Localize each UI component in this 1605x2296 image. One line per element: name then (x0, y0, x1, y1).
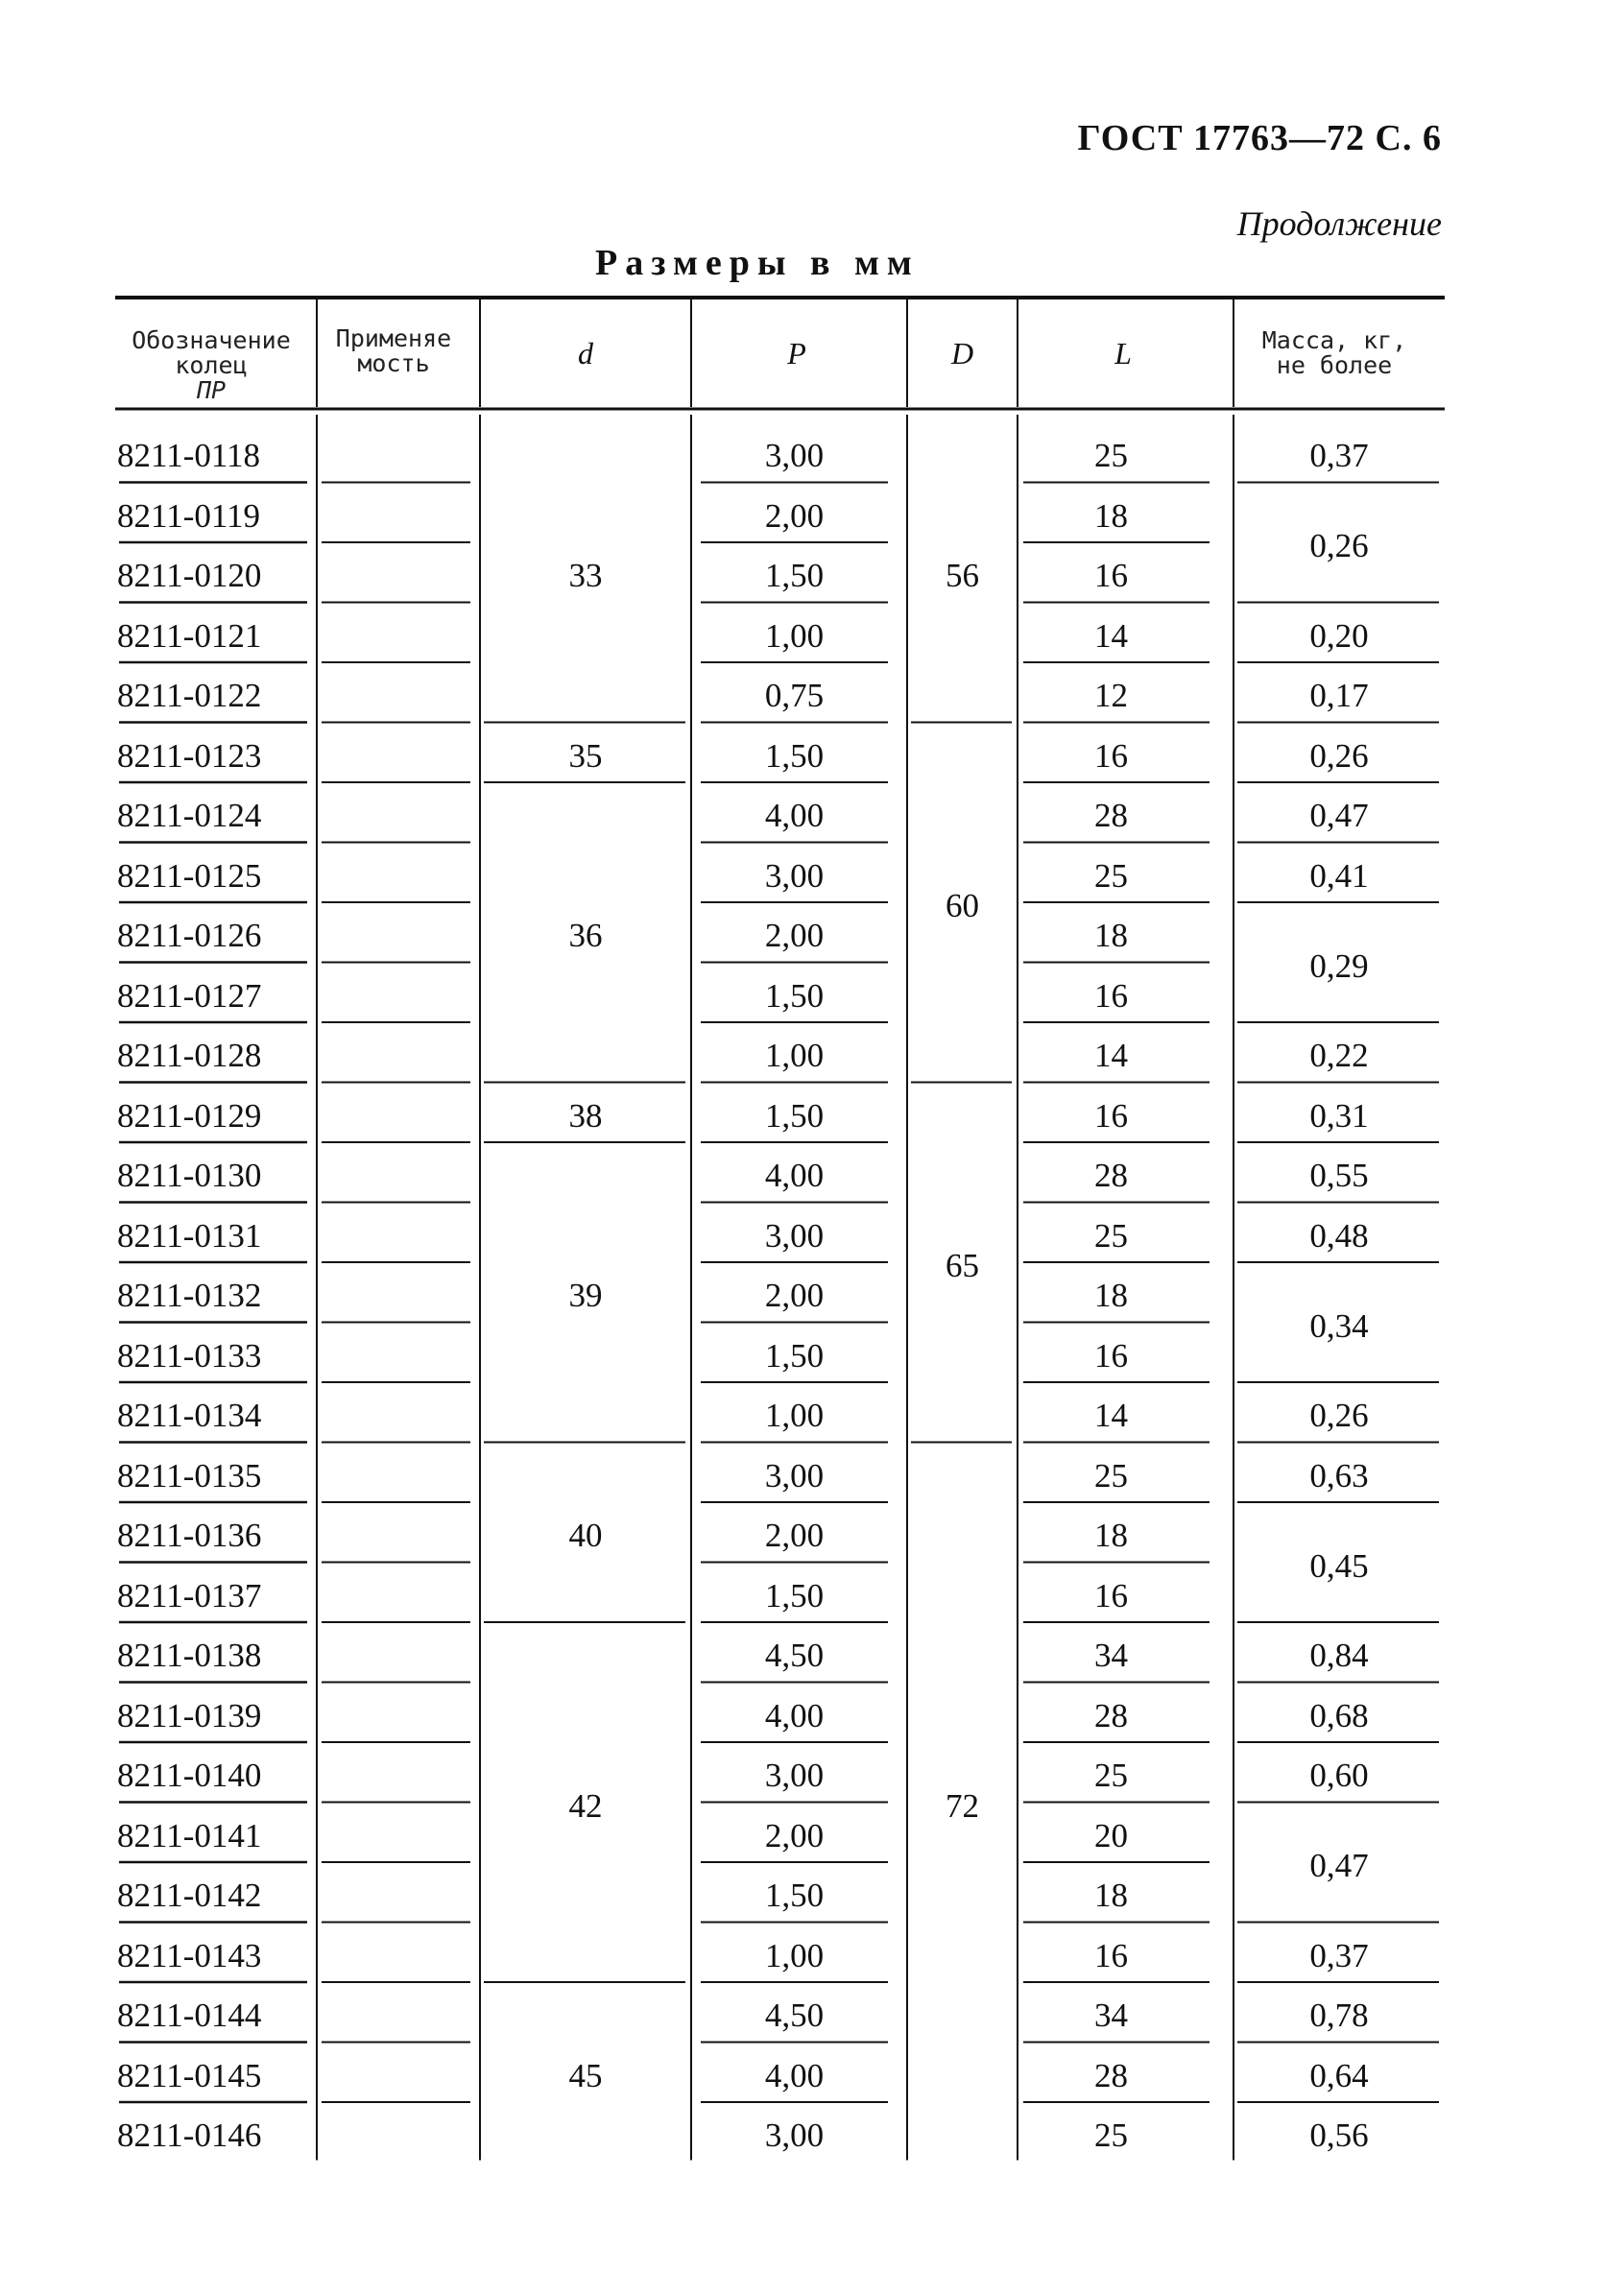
thread-d-value: 40 (568, 1517, 603, 1555)
header-applicability (317, 326, 470, 376)
ring-code: 8211-0137 (117, 1576, 262, 1614)
pitch-value: 3,00 (764, 1456, 825, 1495)
continuation-label: Продолжение (1236, 204, 1442, 243)
ring-code: 8211-0132 (117, 1277, 262, 1315)
header-mass (1234, 328, 1435, 378)
length-value: 34 (1094, 1637, 1128, 1675)
pitch-value: 3,00 (764, 856, 825, 895)
header-mass-line2: не более (1276, 351, 1393, 379)
length-value: 16 (1094, 1336, 1128, 1375)
ring-code: 8211-0143 (117, 1936, 262, 1974)
ring-code: 8211-0146 (117, 2117, 262, 2155)
length-value: 25 (1094, 1216, 1128, 1255)
length-value: 18 (1094, 1517, 1128, 1555)
mass-value: 0,47 (1309, 1847, 1369, 1884)
mass-value: 0,47 (1309, 797, 1369, 835)
ring-code: 8211-0145 (117, 2056, 262, 2094)
ring-code: 8211-0144 (117, 1997, 262, 2035)
header-applicability-line1: Применяе (335, 324, 452, 352)
mass-value: 0,68 (1309, 1696, 1369, 1734)
length-value: 25 (1094, 437, 1128, 475)
mass-value: 0,34 (1309, 1306, 1369, 1345)
mass-value: 0,37 (1309, 437, 1369, 475)
pitch-value: 2,00 (764, 496, 825, 535)
length-value: 16 (1094, 1576, 1128, 1614)
mass-value: 0,48 (1309, 1216, 1369, 1255)
thread-d-value: 38 (568, 1096, 603, 1135)
ring-code: 8211-0142 (117, 1877, 262, 1915)
ring-code: 8211-0125 (117, 856, 262, 895)
header-big-d: D (950, 336, 974, 371)
ring-code: 8211-0139 (117, 1696, 262, 1734)
pitch-value: 1,00 (764, 1397, 825, 1435)
length-value: 16 (1094, 976, 1128, 1015)
mass-value: 0,29 (1309, 946, 1369, 985)
outer-d-value: 56 (946, 557, 979, 595)
mass-value: 0,41 (1309, 856, 1369, 895)
mass-value: 0,63 (1309, 1456, 1369, 1495)
pitch-value: 1,50 (764, 1576, 825, 1614)
length-value: 16 (1094, 557, 1128, 595)
mass-value: 0,64 (1309, 2056, 1369, 2094)
pitch-value: 2,00 (764, 1816, 825, 1854)
pitch-value: 4,00 (764, 797, 825, 835)
pitch-value: 2,00 (764, 917, 825, 955)
ring-code: 8211-0141 (117, 1816, 262, 1854)
length-value: 25 (1094, 1757, 1128, 1795)
ring-code: 8211-0122 (117, 677, 262, 715)
units-caption: Размеры в мм (595, 243, 920, 283)
mass-value: 0,78 (1309, 1997, 1369, 2035)
pitch-value: 4,50 (764, 1637, 825, 1675)
outer-d-value: 72 (946, 1786, 979, 1825)
outer-d-value: 60 (946, 887, 979, 924)
length-value: 14 (1094, 1397, 1128, 1435)
ring-code: 8211-0126 (117, 917, 262, 955)
length-value: 28 (1094, 1696, 1128, 1734)
pitch-value: 1,00 (764, 1936, 825, 1974)
pitch-value: 1,00 (764, 1037, 825, 1075)
pitch-value: 2,00 (764, 1277, 825, 1315)
ring-code: 8211-0127 (117, 976, 262, 1015)
pitch-value: 1,50 (764, 1096, 825, 1135)
ring-code: 8211-0136 (117, 1517, 262, 1555)
ring-code: 8211-0129 (117, 1096, 262, 1135)
mass-value: 0,17 (1309, 677, 1369, 715)
header-code-line3: ПР (196, 376, 227, 404)
length-value: 12 (1094, 677, 1128, 715)
length-value: 14 (1094, 1037, 1128, 1075)
header-p: P (787, 336, 806, 371)
ring-code: 8211-0138 (117, 1637, 262, 1675)
length-value: 18 (1094, 1277, 1128, 1315)
pitch-value: 3,00 (764, 437, 825, 475)
length-value: 14 (1094, 616, 1128, 655)
header-code (115, 328, 307, 403)
pitch-value: 2,00 (764, 1517, 825, 1555)
ring-code: 8211-0133 (117, 1336, 262, 1375)
mass-value: 0,60 (1309, 1757, 1369, 1795)
pitch-value: 4,00 (764, 2056, 825, 2094)
ring-code: 8211-0118 (117, 437, 261, 475)
length-value: 25 (1094, 856, 1128, 895)
mass-value: 0,20 (1309, 616, 1369, 655)
length-value: 16 (1094, 1096, 1128, 1135)
mass-value: 0,37 (1309, 1936, 1369, 1974)
header-code-line1: Обозначение (132, 326, 291, 354)
mass-value: 0,56 (1309, 2117, 1369, 2155)
header-d: d (578, 336, 593, 371)
ring-code: 8211-0128 (117, 1037, 262, 1075)
mass-value: 0,31 (1309, 1096, 1369, 1135)
page-header: ГОСТ 17763—72 С. 6 (1077, 118, 1442, 158)
pitch-value: 1,50 (764, 557, 825, 595)
mass-value: 0,26 (1309, 527, 1369, 564)
thread-d-value: 39 (568, 1277, 603, 1315)
pitch-value: 4,00 (764, 1157, 825, 1195)
ring-code: 8211-0135 (117, 1456, 262, 1495)
pitch-value: 3,00 (764, 2117, 825, 2155)
length-value: 16 (1094, 736, 1128, 775)
length-value: 16 (1094, 1936, 1128, 1974)
mass-value: 0,45 (1309, 1546, 1369, 1585)
mass-value: 0,26 (1309, 736, 1369, 775)
ring-code: 8211-0124 (117, 797, 262, 835)
thread-d-value: 42 (568, 1786, 603, 1825)
length-value: 28 (1094, 2056, 1128, 2094)
length-value: 18 (1094, 917, 1128, 955)
mass-value: 0,26 (1309, 1397, 1369, 1435)
pitch-value: 3,00 (764, 1216, 825, 1255)
pitch-value: 4,00 (764, 1696, 825, 1734)
ring-code: 8211-0120 (117, 557, 262, 595)
pitch-value: 1,50 (764, 1877, 825, 1915)
length-value: 28 (1094, 797, 1128, 835)
ring-code: 8211-0130 (117, 1157, 262, 1195)
header-l: L (1114, 336, 1132, 371)
ring-code: 8211-0121 (117, 616, 262, 655)
pitch-value: 1,00 (764, 616, 825, 655)
length-value: 28 (1094, 1157, 1128, 1195)
length-value: 20 (1094, 1816, 1128, 1854)
header-code-line2: колец (175, 351, 248, 379)
pitch-value: 1,50 (764, 976, 825, 1015)
thread-d-value: 36 (568, 917, 603, 955)
outer-d-value: 65 (946, 1247, 979, 1284)
length-value: 18 (1094, 1877, 1128, 1915)
ring-code: 8211-0131 (117, 1216, 262, 1255)
header-mass-line1: Масса, кг, (1261, 326, 1407, 354)
mass-value: 0,55 (1309, 1157, 1369, 1195)
thread-d-value: 35 (568, 736, 603, 775)
pitch-value: 1,50 (764, 1336, 825, 1375)
pitch-value: 0,75 (764, 677, 825, 715)
thread-d-value: 33 (568, 557, 603, 595)
pitch-value: 4,50 (764, 1997, 825, 2035)
ring-code: 8211-0119 (117, 496, 261, 535)
length-value: 18 (1094, 496, 1128, 535)
thread-d-value: 45 (568, 2056, 603, 2094)
length-value: 34 (1094, 1997, 1128, 2035)
mass-value: 0,84 (1309, 1637, 1369, 1675)
length-value: 25 (1094, 2117, 1128, 2155)
pitch-value: 1,50 (764, 736, 825, 775)
pitch-value: 3,00 (764, 1757, 825, 1795)
mass-value: 0,22 (1309, 1037, 1369, 1075)
ring-code: 8211-0123 (117, 736, 262, 775)
ring-code: 8211-0134 (117, 1397, 262, 1435)
ring-code: 8211-0140 (117, 1757, 262, 1795)
header-applicability-line2: мость (357, 349, 430, 377)
length-value: 25 (1094, 1456, 1128, 1495)
